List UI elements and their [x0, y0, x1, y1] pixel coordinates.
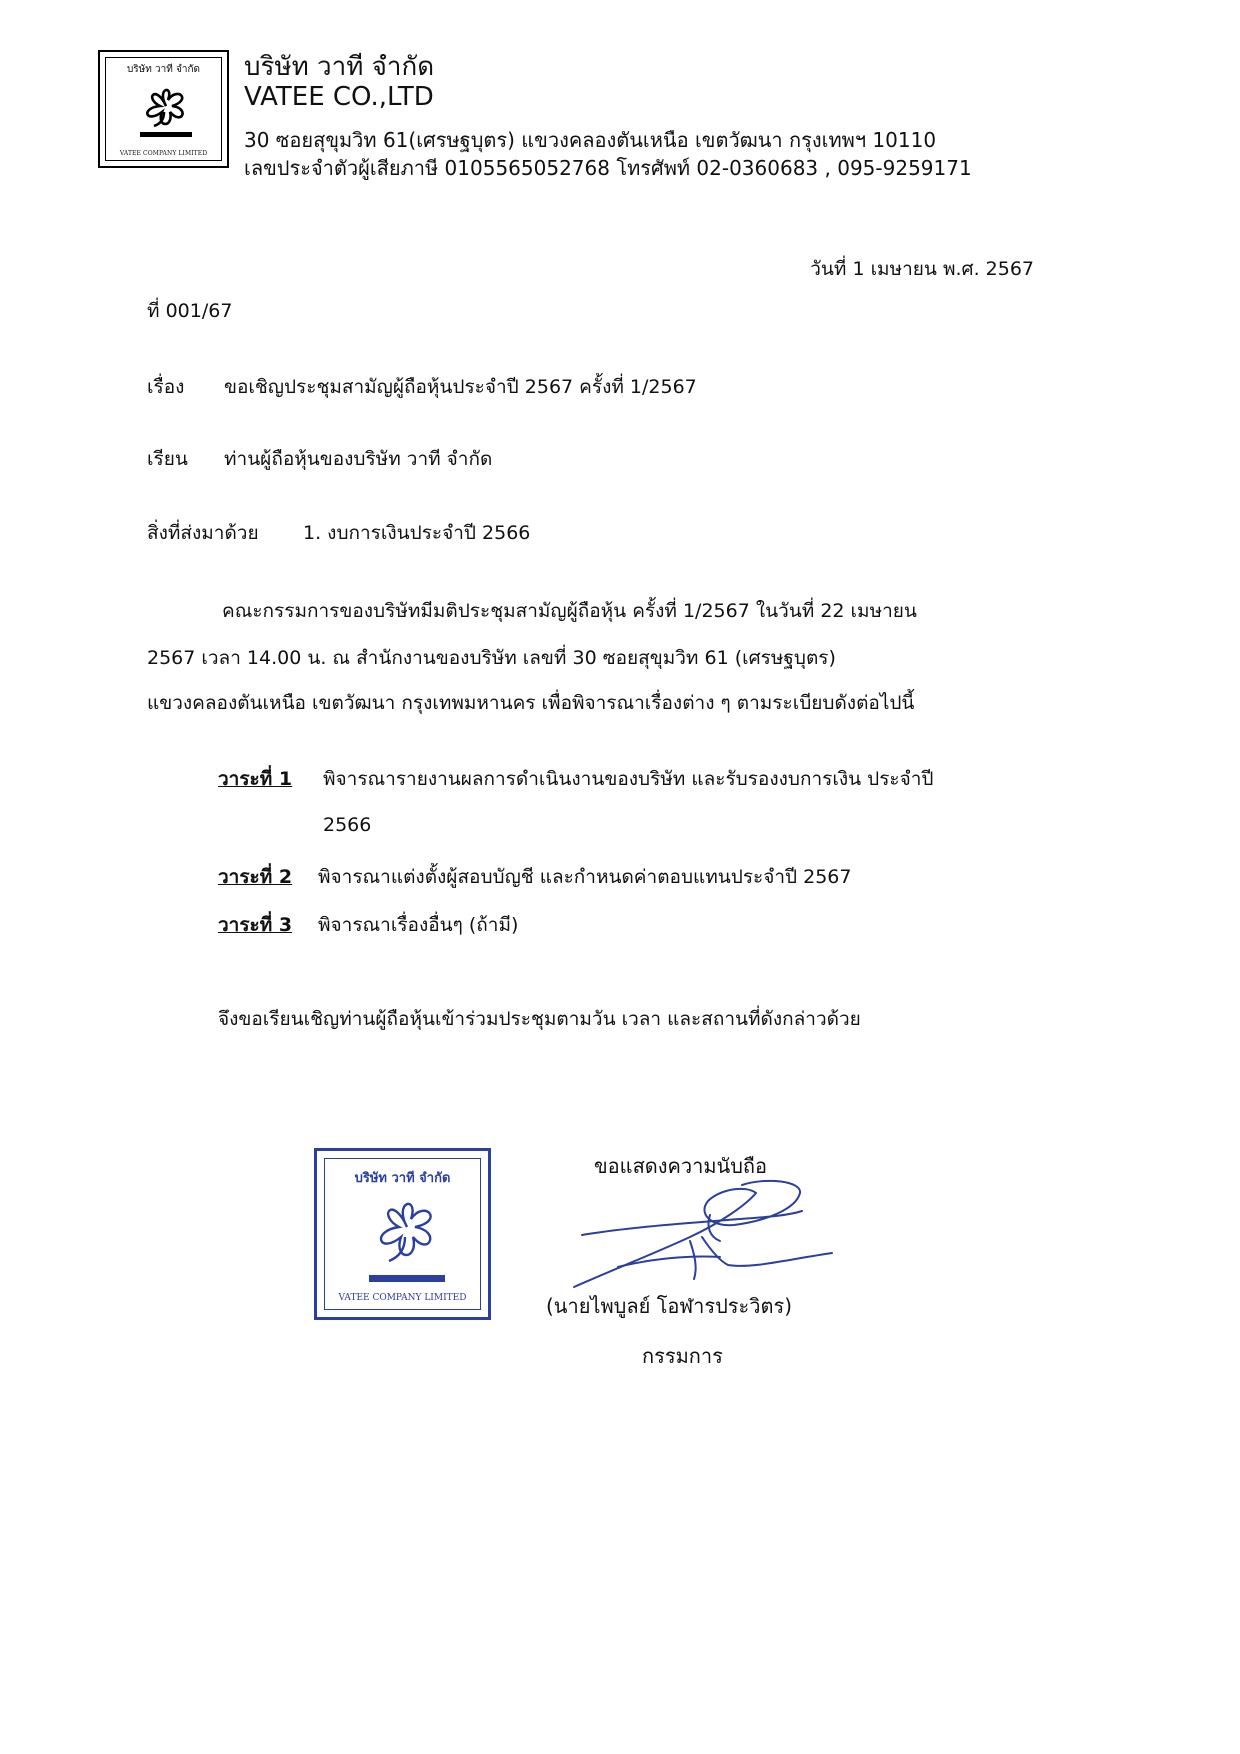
agenda-label: วาระที่ 2 [218, 866, 293, 888]
subject-text: ขอเชิญประชุมสามัญผู้ถือหุ้นประจำปี 2567 ครั้งที่ 1/2567 [224, 376, 697, 398]
body-paragraph-line: คณะกรรมการของบริษัทมีมติประชุมสามัญผู้ถือหุ้น ครั้งที่ 1/2567 ในวันที่ 22 เมษายน [222, 600, 917, 622]
enclosure-text: 1. งบการเงินประจำปี 2566 [303, 522, 531, 544]
agenda-item-3 [218, 910, 518, 940]
recipient-text: ท่านผู้ถือหุ้นของบริษัท วาที จำกัด [224, 448, 493, 470]
signer-title: กรรมการ [642, 1344, 723, 1368]
agenda-text: พิจารณารายงานผลการดำเนินงานของบริษัท และรับรองงบการเงิน ประจำปี [323, 768, 934, 790]
letter-subject [147, 372, 697, 402]
letter-enclosure [147, 518, 530, 548]
subject-label: เรื่อง [147, 376, 185, 398]
agenda-text: พิจารณาเรื่องอื่นๆ (ถ้ามี) [318, 914, 519, 936]
body-paragraph-line: 2567 เวลา 14.00 น. ณ สำนักงานของบริษัท เลขที่ 30 ซอยสุขุมวิท 61 (เศรษฐบุตร) [147, 647, 836, 669]
agenda-item-2 [218, 862, 851, 892]
closing-sentence: จึงขอเรียนเชิญท่านผู้ถือหุ้นเข้าร่วมประชุมตามวัน เวลา และสถานที่ดังกล่าวด้วย [218, 1008, 861, 1030]
agenda-label: วาระที่ 3 [218, 914, 293, 936]
handwritten-signature [570, 1175, 850, 1305]
letter-date: วันที่ 1 เมษายน พ.ศ. 2567 [810, 258, 1034, 280]
company-stamp [314, 1148, 491, 1320]
recipient-label: เรียน [147, 448, 188, 470]
agenda-item-1 [218, 764, 933, 794]
body-paragraph-line: แขวงคลองตันเหนือ เขตวัฒนา กรุงเทพมหานคร เพื่อพิจารณาเรื่องต่าง ๆ ตามระเบียบดังต่อไปนี้ [147, 692, 915, 714]
clover-icon [134, 78, 198, 142]
company-tax-phone: เลขประจำตัวผู้เสียภาษี 0105565052768 โทรศัพท์ 02-0360683 , 095-9259171 [244, 156, 972, 180]
company-address: 30 ซอยสุขุมวิท 61(เศรษฐบุตร) แขวงคลองตันเหนือ เขตวัฒนา กรุงเทพฯ 10110 [244, 128, 937, 152]
letter-reference: ที่ 001/67 [147, 300, 233, 322]
agenda-item-1-continued: 2566 [323, 814, 372, 836]
stamp-company-name-thai: บริษัท วาที จำกัด [354, 1171, 451, 1186]
agenda-label: วาระที่ 1 [218, 768, 293, 790]
logo-company-name-eng: VATEE COMPANY LIMITED [119, 150, 208, 157]
company-name-thai: บริษัท วาที จำกัด [244, 52, 435, 82]
complimentary-close: ขอแสดงความนับถือ [594, 1154, 768, 1178]
company-logo [98, 50, 229, 168]
stamp-clover-icon [365, 1187, 449, 1287]
stamp-company-name-eng: VATEE COMPANY LIMITED [338, 1293, 467, 1303]
logo-company-name-thai: บริษัท วาที จำกัด [126, 64, 201, 75]
enclosure-label: สิ่งที่ส่งมาด้วย [147, 522, 259, 544]
letter-recipient [147, 444, 492, 474]
company-name-eng: VATEE CO.,LTD [244, 82, 434, 112]
signer-name: (นายไพบูลย์ โอฬารประวิตร) [546, 1294, 793, 1318]
agenda-text: พิจารณาแต่งตั้งผู้สอบบัญชี และกำหนดค่าตอบแทนประจำปี 2567 [318, 866, 852, 888]
